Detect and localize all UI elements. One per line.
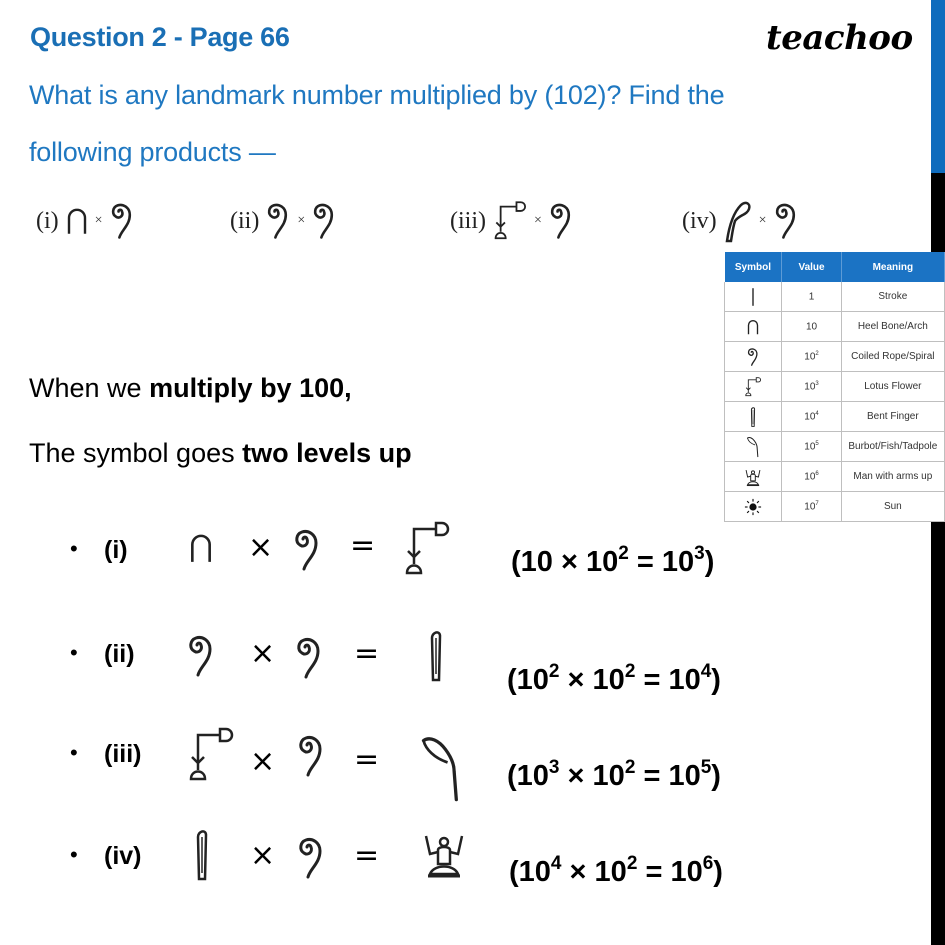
times-sign: × — [94, 213, 103, 228]
stroke-icon — [746, 286, 760, 308]
coiled-rope-icon — [311, 201, 337, 241]
product-iv — [682, 193, 799, 249]
heel-bone-icon — [188, 530, 214, 566]
meaning: Bent Finger — [841, 402, 944, 432]
sun-icon — [744, 498, 762, 516]
coiled-rope-icon — [294, 634, 324, 682]
explanation-text: When we — [29, 373, 150, 403]
equals-sign: = — [354, 742, 380, 777]
coiled-rope-icon — [265, 201, 291, 241]
header-value: Value — [782, 252, 841, 282]
page-title: Question 2 - Page 66 — [30, 22, 290, 52]
coiled-rope-icon — [186, 632, 216, 680]
product-ii — [230, 193, 337, 249]
table-row — [725, 492, 945, 522]
bent-finger-icon — [748, 406, 758, 428]
solution-row-iv — [60, 826, 780, 906]
meaning: Heel Bone/Arch — [841, 312, 944, 342]
bullet: • — [70, 842, 78, 867]
times-sign: × — [758, 213, 767, 228]
meaning: Sun — [841, 492, 944, 522]
table-row — [725, 282, 945, 312]
formula: $(10 \times 10^2 = 10^3)$ — [511, 543, 715, 578]
times-sign: × — [534, 213, 542, 228]
bullet: • — [70, 740, 78, 765]
times-sign: × — [248, 530, 274, 565]
solution-row-ii — [60, 622, 780, 702]
coiled-rope-icon — [292, 526, 322, 574]
table-row — [725, 312, 945, 342]
value-exponent: 4 — [815, 410, 819, 417]
burbot-fish-icon — [746, 436, 760, 458]
explanation-line-1 — [29, 373, 352, 404]
table-row — [725, 462, 945, 492]
burbot-fish-icon — [418, 734, 464, 804]
header-meaning: Meaning — [841, 252, 944, 282]
equals-sign: = — [350, 528, 376, 563]
teachoo-logo: teachoo — [766, 18, 913, 58]
meaning: Coiled Rope/Spiral — [841, 342, 944, 372]
times-sign: × — [297, 213, 306, 228]
equals-sign: = — [354, 636, 380, 671]
value: 10 — [804, 381, 816, 393]
value: 10 — [804, 471, 816, 483]
value: 10 — [805, 321, 818, 333]
bent-finger-icon — [426, 626, 446, 686]
product-label: (iv) — [682, 207, 717, 234]
equals-sign: = — [354, 838, 380, 873]
solution-label: (iii) — [104, 740, 142, 768]
coiled-rope-icon — [296, 834, 326, 882]
meaning: Burbot/Fish/Tadpole — [841, 432, 944, 462]
lotus-flower-icon — [744, 376, 762, 398]
man-arms-up-icon — [422, 828, 466, 880]
formula: $(10^2 \times 10^2 = 10^4)$ — [507, 661, 721, 696]
solution-label: (ii) — [104, 640, 135, 668]
times-sign: × — [250, 744, 276, 779]
solution-row-i — [60, 518, 780, 598]
coiled-rope-icon — [773, 201, 799, 241]
coiled-rope-icon — [109, 201, 135, 241]
bent-finger-icon — [723, 199, 753, 243]
product-label: (i) — [36, 207, 59, 234]
solution-label: (iv) — [104, 842, 142, 870]
products-to-find — [30, 193, 870, 253]
bent-finger-icon — [192, 824, 212, 886]
product-label: (iii) — [450, 207, 486, 234]
lotus-flower-icon — [402, 520, 452, 578]
header-symbol: Symbol — [725, 252, 782, 282]
bullet: • — [70, 536, 78, 561]
solution-label: (i) — [104, 536, 128, 564]
meaning: Stroke — [841, 282, 944, 312]
times-sign: × — [250, 636, 276, 671]
value-exponent: 6 — [815, 470, 819, 477]
coiled-rope-icon — [548, 201, 574, 241]
question-text-line-1: What is any landmark number multiplied by (102)? Find the — [29, 80, 725, 110]
product-iii — [450, 193, 574, 249]
value-exponent: 2 — [815, 350, 819, 357]
value-exponent: 5 — [815, 440, 819, 447]
formula: $(10^3 \times 10^2 = 10^5)$ — [507, 757, 721, 792]
explanation-line-2 — [29, 438, 412, 469]
meaning: Lotus Flower — [841, 372, 944, 402]
table-header-row — [725, 252, 945, 282]
value: 10 — [804, 351, 816, 363]
table-row — [725, 432, 945, 462]
formula: $(10^4 \times 10^2 = 10^6)$ — [509, 853, 723, 888]
coiled-rope-icon — [296, 732, 326, 780]
heel-bone-icon — [65, 205, 89, 237]
explanation-emphasis: two levels up — [242, 438, 412, 468]
meaning: Man with arms up — [841, 462, 944, 492]
value: 10 — [804, 411, 816, 423]
table-row — [725, 402, 945, 432]
lotus-flower-icon — [186, 726, 236, 784]
table-row — [725, 342, 945, 372]
bullet: • — [70, 640, 78, 665]
value: 10 — [804, 441, 816, 453]
times-sign: × — [250, 838, 276, 873]
solution-row-iii — [60, 722, 780, 802]
value: 10 — [804, 501, 816, 513]
value-exponent: 3 — [815, 380, 819, 387]
egyptian-numerals-table — [724, 252, 945, 522]
coiled-rope-icon — [746, 347, 760, 367]
lotus-flower-icon — [492, 200, 528, 242]
explanation-text: The symbol goes — [29, 438, 243, 468]
value: 1 — [808, 291, 815, 303]
man-arms-up-icon — [744, 467, 762, 487]
heel-bone-icon — [746, 318, 760, 336]
value-exponent: 7 — [815, 500, 819, 507]
table-row — [725, 372, 945, 402]
product-i — [36, 193, 135, 249]
product-label: (ii) — [230, 207, 260, 234]
explanation-emphasis: multiply by 100, — [149, 373, 352, 403]
question-text-line-2: following products — — [29, 137, 276, 167]
side-accent-bar-blue — [931, 0, 945, 173]
